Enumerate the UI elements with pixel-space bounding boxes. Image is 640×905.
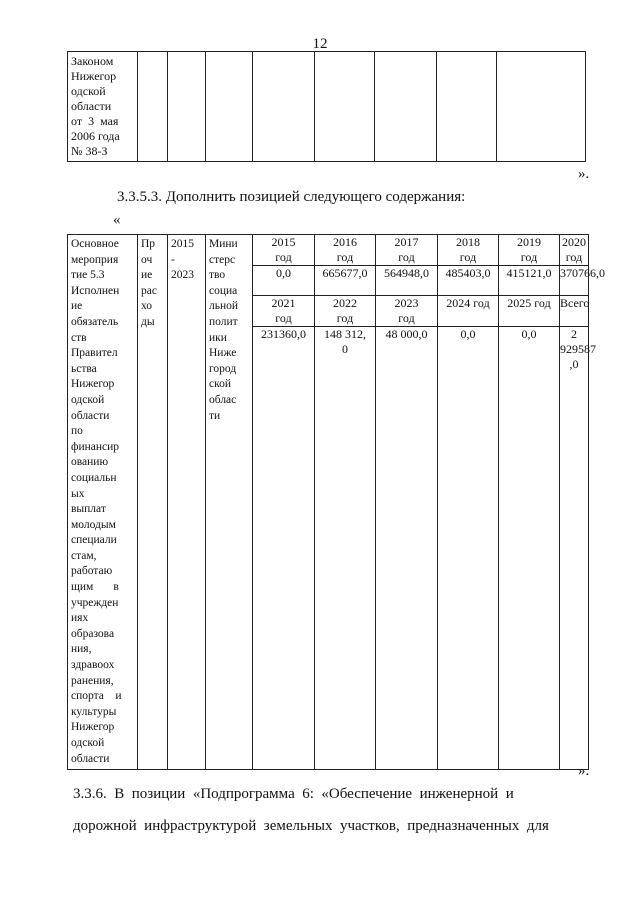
measure-line: тие 5.3 — [71, 269, 105, 282]
opening-quote: « — [113, 212, 121, 228]
measure-line: финансир — [71, 440, 120, 453]
responsible-line: ской — [209, 378, 232, 391]
program-table — [67, 234, 605, 770]
previous-table-fragment — [67, 51, 586, 162]
year-unit: год — [336, 311, 354, 325]
law-line: Нижегор — [71, 69, 117, 83]
amount-cell: 485403,0 — [438, 266, 499, 296]
measure-line: по — [71, 425, 83, 438]
responsible-line: тво — [209, 269, 226, 282]
measure-line: социальн — [71, 471, 117, 484]
year-label: 2023 — [394, 296, 419, 310]
amount-cell: 564948,0 — [376, 266, 438, 296]
amendment-text-line-1: 3.3.6. В позиции «Подпрограмма 6: «Обеспечение инженерной и — [73, 786, 514, 802]
year-unit: год — [275, 311, 292, 325]
responsible-line: Ниже — [209, 347, 237, 360]
measure-line: ьства — [71, 362, 97, 375]
amount-line: ,0 — [569, 357, 579, 371]
measure-line: обязатель — [71, 315, 119, 328]
responsible-line: город — [209, 362, 237, 375]
measure-line: Правител — [71, 347, 118, 360]
measure-line: Основное — [71, 238, 119, 250]
measure-name-cell — [68, 235, 138, 770]
empty-cell — [315, 52, 375, 162]
measure-line: ния, — [71, 643, 92, 656]
amount-cell — [499, 327, 560, 770]
amount-cell — [376, 327, 438, 770]
law-line: 2006 года — [71, 129, 120, 143]
period-line: 2015 — [171, 238, 194, 250]
year-label: 2024 год — [446, 296, 490, 310]
amount-line: 0,0 — [521, 327, 537, 341]
expense-line: ие — [141, 269, 153, 282]
year-label: 2025 год — [507, 296, 551, 310]
measure-line: молодым — [71, 518, 116, 531]
empty-cell — [375, 52, 437, 162]
measure-line: Исполнен — [71, 284, 120, 297]
expense-type-cell — [138, 235, 168, 770]
closing-quote-main: ». — [578, 763, 590, 779]
law-line: от 3 мая — [71, 114, 119, 128]
year-label: 2019 — [517, 235, 541, 249]
empty-cell — [253, 52, 315, 162]
period-cell — [168, 235, 206, 770]
empty-cell — [168, 52, 206, 162]
amount-line: 48 000,0 — [385, 327, 428, 341]
year-label: 2016 — [333, 235, 357, 249]
year-label: 2022 — [333, 296, 357, 310]
section-heading: 3.3.5.3. Дополнить позицией следующего содержания: — [117, 189, 466, 205]
measure-line: спорта и — [71, 690, 122, 703]
year-header — [315, 235, 376, 266]
responsible-line: социа — [209, 284, 238, 297]
amount-cell — [438, 327, 499, 770]
law-line: Законом — [71, 54, 114, 68]
year-header — [376, 296, 438, 327]
amount-cell — [315, 327, 376, 770]
amount-cell: 370766,0 — [560, 266, 589, 296]
year-header — [499, 296, 560, 327]
expense-line: оч — [141, 253, 153, 266]
amount-line: 231360,0 — [261, 327, 306, 341]
responsible-cell — [206, 235, 253, 770]
amount-cell: 665677,0 — [315, 266, 376, 296]
page-number: 12 — [312, 36, 328, 52]
responsible-line: Мини — [209, 238, 238, 250]
responsible-line: полит — [209, 315, 238, 328]
measure-line: щим в — [71, 581, 119, 594]
amount-line: 148 312, — [324, 327, 366, 341]
measure-line: здравоох — [71, 659, 115, 672]
measure-line: учрежден — [71, 596, 119, 609]
year-header — [253, 235, 315, 266]
measure-line: образова — [71, 627, 115, 640]
amount-cell — [253, 327, 315, 770]
amount-line: 0 — [342, 342, 348, 356]
measure-line: выплат — [71, 503, 106, 516]
measure-line: ованию — [71, 456, 109, 469]
year-header — [438, 235, 499, 266]
measure-line: Нижегор — [71, 721, 115, 734]
measure-line: ых — [71, 487, 85, 500]
measure-line: работаю — [71, 565, 113, 578]
total-label: Всего — [560, 296, 590, 310]
expense-line: Пр — [141, 238, 156, 250]
period-line: - — [171, 253, 175, 266]
year-label: 2020 — [562, 235, 586, 249]
period-line: 2023 — [171, 269, 194, 282]
year-header — [438, 296, 499, 327]
measure-line: ие — [71, 300, 83, 313]
year-unit: год — [520, 250, 538, 264]
law-line: области — [71, 99, 112, 113]
measure-line: области — [71, 409, 110, 422]
responsible-line: ти — [209, 409, 221, 422]
year-unit: год — [459, 250, 477, 264]
measure-line: специали — [71, 534, 117, 547]
total-amount-cell — [560, 327, 596, 770]
amount-cell: 0,0 — [253, 266, 315, 296]
amendment-text-line-2: дорожной инфраструктурой земельных участков, предназначенных для — [73, 818, 549, 834]
year-label: 2018 — [456, 235, 480, 249]
year-unit: год — [336, 250, 354, 264]
year-header — [560, 235, 589, 266]
empty-cell — [138, 52, 168, 162]
law-reference-cell — [68, 52, 138, 162]
year-header — [253, 296, 315, 327]
measure-line: одской — [71, 393, 105, 406]
year-label: 2015 — [271, 235, 296, 249]
total-header — [560, 296, 589, 327]
measure-line: иях — [71, 612, 89, 625]
law-line: одской — [71, 84, 106, 98]
measure-line: мероприя — [71, 253, 119, 266]
year-unit: год — [565, 250, 583, 264]
measure-line: ранения, — [71, 674, 114, 687]
responsible-line: стерс — [209, 253, 236, 266]
year-unit: год — [275, 250, 292, 264]
amount-line: 0,0 — [460, 327, 476, 341]
empty-cell — [497, 52, 586, 162]
year-header — [315, 296, 376, 327]
amount-cell: 415121,0 — [499, 266, 560, 296]
measure-line: области — [71, 752, 110, 765]
year-header — [376, 235, 438, 266]
expense-line: ды — [141, 315, 155, 328]
year-header — [499, 235, 560, 266]
year-label: 2017 — [394, 235, 419, 249]
year-unit: год — [398, 311, 415, 325]
amount-line: 2 929587 — [560, 327, 596, 356]
empty-cell — [437, 52, 497, 162]
expense-line: хо — [141, 300, 153, 313]
responsible-line: облас — [209, 393, 237, 406]
closing-quote-top: ». — [578, 166, 590, 182]
expense-line: рас — [141, 284, 157, 297]
measure-line: одской — [71, 737, 105, 749]
empty-cell — [206, 52, 253, 162]
year-label: 2021 — [271, 296, 296, 310]
measure-line: стам, — [71, 549, 97, 562]
measure-line: ств — [71, 331, 87, 344]
responsible-line: льной — [209, 300, 239, 313]
measure-line: Нижегор — [71, 378, 115, 391]
responsible-line: ики — [209, 331, 227, 344]
year-unit: год — [398, 250, 415, 264]
measure-line: культуры — [71, 705, 117, 718]
law-line: № 38-З — [71, 144, 108, 158]
